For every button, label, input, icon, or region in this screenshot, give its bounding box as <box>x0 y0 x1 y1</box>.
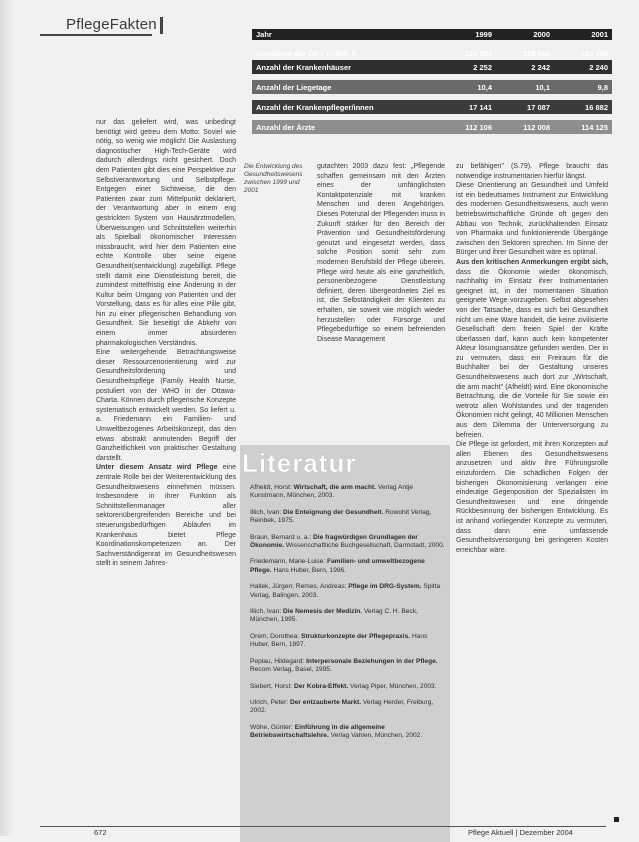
table-header-cell: 1999 <box>475 30 492 39</box>
entry-title: Strukturkonzepte der Pflegepraxis. <box>300 632 412 640</box>
paragraph: Eine weitergehende Betrachtungsweise dieser Ressourcenorientierung wird zur Gesundheitsförderung und Gesundheitspflege (Family Health Nurse, postuliert von der WHO in der Ottawa-Charta. Können durch pflegerische Konzepte systematisch entwickelt werden. So liefert u. a. Friedemann ein Familien- und Umweltbezogenes Arbeitskonzept, das den etwas abstrakt anmutenden Begriff der Ganzheitlichkeit von praktischer Gestaltung darstellt. <box>96 349 236 462</box>
entry-publisher: Hans Huber, Bern, 1996. <box>273 566 347 574</box>
table-row <box>252 80 612 94</box>
table-row <box>252 120 612 134</box>
footer-rule <box>40 826 606 827</box>
entry-title: Die Nemesis der Medizin. <box>282 608 364 616</box>
journal-footer: Pflege Aktuell | Dezember 2004 <box>468 828 573 837</box>
page-number: 672 <box>94 828 107 837</box>
paragraph: nur das geliefert wird, was unbedingt benötigt wird getreu dem Motto: Soviel wie nötig, so wenig wie möglich! Die Auslastung diagnostischer High-Tech-Geräte wird dadurch allerdings nicht gesichert. Doch dem Patienten gibt dies eine Perspektive zur Selbstverantwortung und Selbstpflege. Entgegen einer Sichtweise, die den Patienten zwar zum Mittelpunkt deklariert, der Verantwortung aber in einem eng gestrickten System von Hausärztmodellen, Überweisungen und Schnittstellen weiterhin als Spielball ökonomischer Interessen missbraucht, wird hier dem Patienten eine echte Kontrolle über seine eigene Gesundheit(sentwicklung) zugebilligt. Pflege stellt damit eine Dienstleistung bereit, die zumindest mittelfristig eine Änderung in der Kultur beim Umgang von Patienten und der Vorstellung, dass es für alles eine Pille gibt, hin zu einer pflegerischen Behandlung von Gesundheit. Sie beseitigt die Abkehr von einem immer absurderen pharmakologischen Verständnis. <box>96 119 236 347</box>
paragraph: gutachten 2003 dazu fest: „Pflegende schaffen gemeinsam mit den Ärzten eines der umfänglichsten Kontaktpotenziale mit kranken Menschen und deren Angehörigen. Dieses Potenzial der Pflegenden muss in Zukunft stärker für den Bereich der Prävention und Gesundheitsförderung genutzt und eingesetzt werden, dass solche Position somit sehr zum modernen Berufsbild der Pflege überein. Pflege wird heute als eine ganzheitlich, personenbezogene Dienstleistung definiert, deren übergeordnetes Ziel es ist, die Selbständigkeit der Klienten zu erhalten, sie soweit wie möglich wieder herzustellen oder Fürsorge und Pflegebedürftige so einem befreienden Disease Management <box>317 163 445 343</box>
entry-author: Afheldt, Horst: <box>250 484 294 491</box>
paragraph-body: dass die Ökonomie wieder ökonomisch, nachhaltig im Einsatz ihrer Instrumentarien geeignet ist, in der momentanen Situation geeignete Wege vorzugeben. Selbst abgesehen von der Tatsache, dass es sich bei Gesundheit nicht um eine Ware handelt, die keine zivilisierte Gesellschaft dem freien Spiel der Kräfte überlassen darf, kann auch kein kompetenter Akteur lösungsansätze gefunden werden. Der in zu vermuten, dass ein Freiraum für die Buchhalter bei der Gestaltung unseres Gesundheitswesens auch dort zur „Wirtschaft, die arm macht" (Afheldt) wird. Eine ökonomische Betrachtung, die die Vorteile für Sie sowie ein wetrotz allen Wohlstandes und der tragenden Ökonomien nicht gelingt, 40 Millionen Menschen aus dem Dilemma der Unterversorgung zu befreien. <box>456 268 608 439</box>
table-caption: Die Entwicklung des Gesundheitswesens zwischen 1999 und 2001 <box>244 163 303 194</box>
entry-author: Wöhe, Günter: <box>250 723 295 731</box>
table-header-cell: 2000 <box>533 30 550 39</box>
table-row <box>252 60 612 74</box>
literature-entry <box>250 658 446 675</box>
table-cell: 133 348 <box>580 48 608 58</box>
entry-author: Orem, Dorothea: <box>250 632 301 640</box>
paragraph: zu befähigen" (S.79). Pflege braucht das notwendige instrumentarien hierfür längst. <box>456 163 608 180</box>
entry-publisher: Verlag C. H. Beck, München, 1995. <box>250 608 418 624</box>
table-cell: 10,4 <box>477 82 492 92</box>
literature-entry <box>250 608 446 625</box>
article-column-right <box>456 162 608 827</box>
literature-entry <box>250 484 446 501</box>
table-cell: 2 242 <box>531 62 550 72</box>
table-header-row <box>252 29 612 40</box>
literature-heading: Literatur <box>242 448 357 478</box>
table-cell: 10,1 <box>535 82 550 92</box>
table-header-cell: 2001 <box>591 30 608 39</box>
entry-author: Ulrich, Peter: <box>250 698 290 706</box>
entry-publisher: Verlag Vahlen, München, 2002. <box>330 732 423 740</box>
table-cell: 17 087 <box>527 102 550 112</box>
entry-title: Pflege im DRG-System. <box>348 583 424 591</box>
entry-publisher: Verlag Piper, München, 2003. <box>350 682 437 690</box>
entry-title: Einführung in die allgemeine Betriebswirtschaftslehre. <box>250 723 385 740</box>
row-label: Anzahl der Ärzte <box>256 122 316 132</box>
article-end-mark <box>614 817 619 822</box>
article-column-left <box>96 118 236 822</box>
entry-title: Die Enteignung der Gesundheit. <box>282 508 386 516</box>
table-cell: 128 665 <box>522 48 550 58</box>
entry-author: Illich, Ivan: <box>250 608 283 616</box>
entry-author: Braun, Bernard u. a.: <box>250 533 314 541</box>
section-title: PflegeFakten <box>66 16 157 33</box>
table-cell: 2 252 <box>473 62 492 72</box>
header-bar <box>160 17 163 34</box>
literature-entry <box>250 534 446 551</box>
paragraph-lead-in: Aus den kritischen Anmerkungen ergibt sich, <box>456 258 608 266</box>
literature-entry <box>250 699 446 716</box>
literature-entry <box>250 558 446 575</box>
entry-publisher: Spitta Verlag, Balingen, 2003. <box>250 583 441 599</box>
literature-list <box>250 484 446 749</box>
paragraph: Die Pflege ist gefordert, mit ihren Konzepten auf allen Ebenen des Gesundheitswesens anzusetzen und aktiv ihre Führungsrolle einzufordern. Die schädlichen Folgen der bisherigen Ökonomisierung verlangen eine eindeutige Gegenposition der Spezialisten im Gesundheitswesen und eine dringende Rückbesinnung der bisherigen Entwicklung. Es ist anhand vorliegender Konzepte zu vermuten, dass dann eine umfassende Gesundheitsversorgung bei geringeren Kosten erreichbar wäre. <box>456 441 608 554</box>
entry-title: Der entzauberte Markt. <box>289 698 363 706</box>
table-cell: 124 393 <box>464 48 492 58</box>
row-label: Anzahl der Liegetage <box>256 82 332 92</box>
table-header-cell: Jahr <box>256 30 272 39</box>
table-cell: 17 141 <box>469 102 492 112</box>
literature-entry <box>250 509 446 526</box>
literature-entry <box>250 633 446 650</box>
paragraph-lead-in: Unter diesem Ansatz wird Pflege <box>96 464 218 472</box>
row-label: Anzahl der Krankenhäuser <box>256 62 352 72</box>
entry-author: Illich, Ivan: <box>250 508 283 516</box>
table-cell: 2 240 <box>589 62 608 72</box>
paragraph-body: eine zentrale Rolle bei der Weiterentwicklung des Gesundheitswesens einnehmen müssen. Insbesondere in ihrer Funktion als Schnittstellenmanager aller sektorenübergreifenden Bereiche und bei steuerungsbedürftigen Abläufen im Krankenhaus bietet Pflege Koordinationskompetenzen an. Der Sachverständigenrat im Gesundheitswesen stellt in seinem Jahres- <box>96 464 236 568</box>
entry-author: Siebert, Horst: <box>250 682 294 690</box>
header-rule <box>40 34 152 36</box>
table-cell: 112 008 <box>523 122 550 132</box>
scan-edge-shadow <box>0 0 14 836</box>
entry-author: Friedemann, Marie-Luise: <box>250 558 327 566</box>
entry-title: Der Kobra-Effekt. <box>293 682 351 690</box>
entry-publisher: Wissenschaftliche Buchgesellschaft, Darmstadt, 2000. <box>285 542 445 550</box>
entry-title: Wirtschaft, die arm macht. <box>293 484 378 491</box>
literature-entry <box>250 724 446 741</box>
entry-author: Hallek, Jürgen; Remes, Andreas: <box>250 583 349 591</box>
entry-publisher: Hans Huber, Bern, 1997. <box>250 632 428 649</box>
entry-publisher: Rowohlt Verlag, Reinbek, 1975. <box>250 508 432 525</box>
literature-entry <box>250 583 446 600</box>
statistics-table <box>252 29 612 134</box>
table-cell: 114 125 <box>581 122 608 132</box>
table-cell: 112 106 <box>465 122 492 132</box>
paragraph <box>456 258 608 440</box>
table-row <box>252 100 612 114</box>
entry-publisher: Verlag Herder, Freiburg, 2002. <box>250 698 434 715</box>
table-cell: 9,8 <box>597 82 608 92</box>
entry-title: Die fragwürdigen Grundlagen der Ökonomie. <box>250 533 418 550</box>
entry-title: Interpersonale Beziehungen in der Pflege. <box>306 657 438 665</box>
entry-author: Peplau, Hildegard: <box>250 657 307 665</box>
entry-publisher: Recom Verlag, Basel, 1995. <box>250 666 332 674</box>
literature-entry <box>250 683 446 691</box>
paragraph: Diese Orientierung an Gesundheit und Umfeld ist ein bedeutsames Instrument zur Entwicklung des modernen Gesundheitswesens, auch wenn betriebswirtschaftliche Gründe oft gegen den Abbau von Technik, zurückhaltenden Einsatz von Pharmaka und funktionierende Übergänge zwischen den Sektoren sprechen. Im Sinne der Bürger und ihrer Gesundheit wäre es optimal. <box>456 182 608 257</box>
article-column-middle <box>317 162 445 400</box>
paragraph <box>96 463 236 569</box>
row-label: Anzahl der Krankenpfleger/innen <box>256 102 374 112</box>
entry-publisher: Verlag Antje Kunstmann, München, 2003. <box>250 484 414 500</box>
table-row <box>252 46 612 60</box>
entry-title: Familien- und umweltbezogene Pflege. <box>250 558 425 574</box>
row-label: Ausgaben der GKV in Mill. € <box>256 48 357 58</box>
table-cell: 16 882 <box>585 102 608 112</box>
